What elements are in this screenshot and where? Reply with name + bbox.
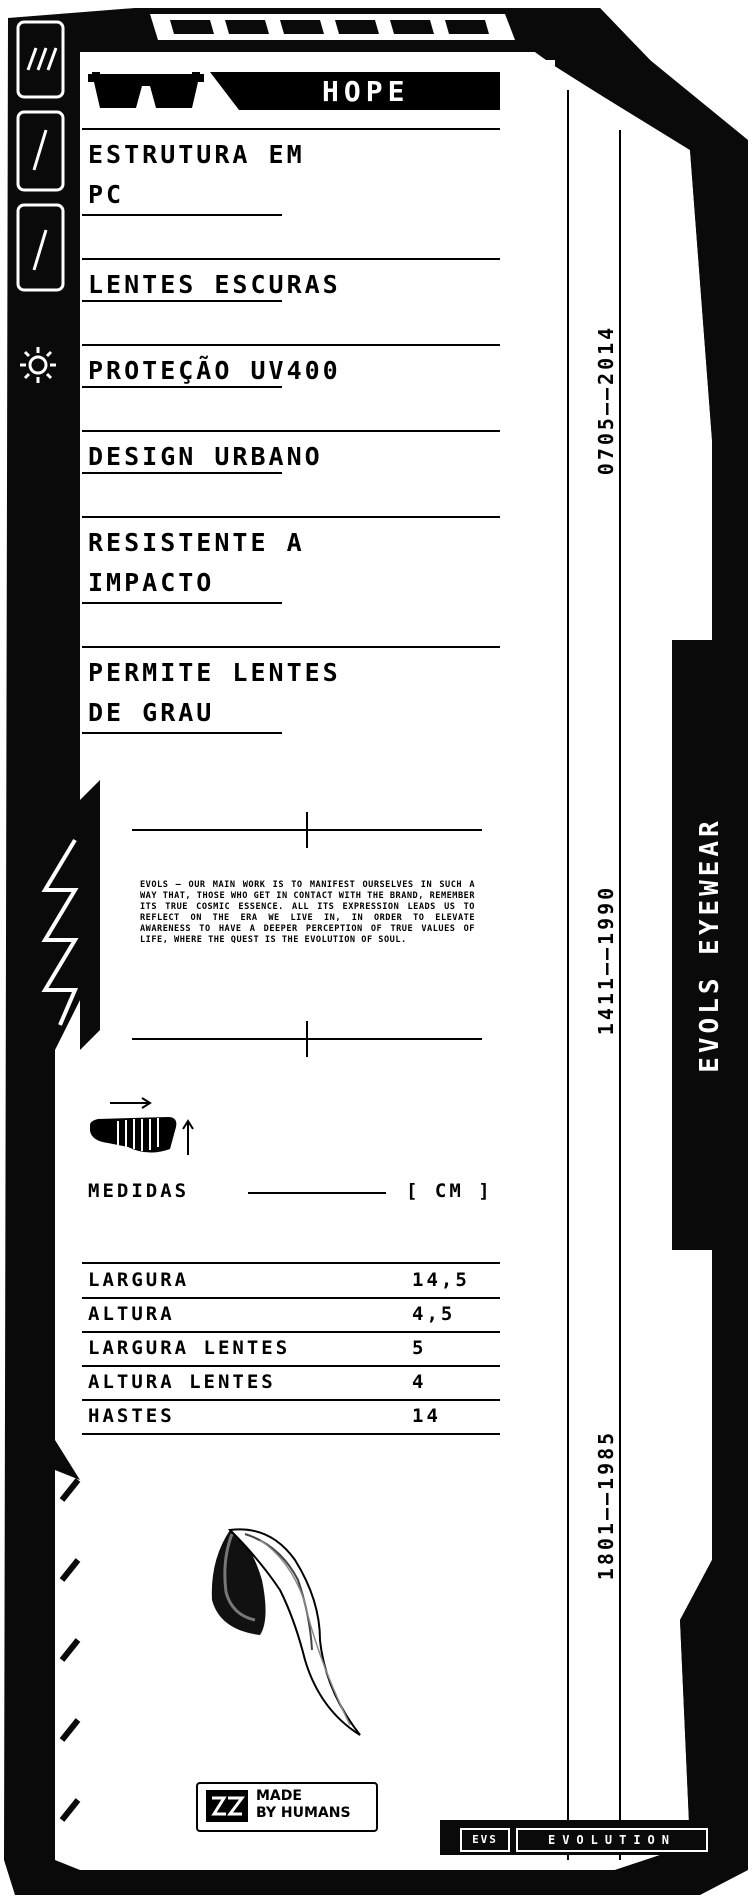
timeline-date-top: 0705——2014	[594, 324, 618, 476]
by-humans-line: BY HUMANS	[256, 1805, 351, 1821]
made-line: MADE	[256, 1788, 302, 1804]
divider	[82, 258, 500, 260]
underline	[82, 732, 282, 734]
spec-row: LARGURA 14,5	[82, 1263, 500, 1299]
side-logo	[35, 830, 85, 1030]
crosshair-tick	[306, 1021, 308, 1057]
crosshair-tick	[306, 812, 308, 848]
measures-rule	[248, 1192, 386, 1194]
underline	[82, 472, 282, 474]
feature-item: ESTRUTURA EM PC	[88, 140, 305, 209]
about-text: EVOLS — OUR MAIN WORK IS TO MANIFEST OURSELVES IN SUCH A WAY THAT, THOSE WHO GET IN CONTACT WITH THE BRAND, REMEMBER ITS TRUE COSMIC ESSENCE. ALL ITS EXPRESSION LEADS US TO REFLECT ON THE ERA WE LIVE IN, IN ORDER TO ELEVATE AWARENESS TO HAVE A DEEPER PERCEPTION OF TRUE VALUES OF LIFE, WHERE THE QUEST IS THE EVOLUTION OF SOUL.	[140, 880, 475, 945]
sun-icon	[18, 345, 58, 385]
underline	[82, 214, 282, 216]
spec-row: ALTURA 4,5	[82, 1297, 500, 1333]
divider	[82, 344, 500, 346]
divider	[82, 516, 500, 518]
divider	[82, 128, 500, 130]
underline	[82, 386, 282, 388]
measure-diagram-icon	[88, 1095, 198, 1165]
divider	[82, 646, 500, 648]
spec-row: LARGURA LENTES 5	[82, 1331, 500, 1367]
divider	[82, 430, 500, 432]
underline	[82, 602, 282, 604]
spec-row: ALTURA LENTES 4	[82, 1365, 500, 1401]
brand-vertical-name: EVOLS EYEWEAR	[695, 817, 725, 1073]
feature-item: PERMITE LENTES DE GRAU	[88, 658, 341, 727]
feature-item: DESIGN URBANO	[88, 442, 323, 471]
feature-item: LENTES ESCURAS	[88, 270, 341, 299]
measures-unit: [ CM ]	[406, 1180, 493, 1202]
hands-icon	[206, 1790, 248, 1822]
timeline-date-middle: 1411——1990	[594, 884, 618, 1036]
timeline-date-bottom: 1801——1985	[594, 1429, 618, 1581]
made-by-humans-badge	[196, 1782, 378, 1832]
underline	[82, 300, 282, 302]
feature-item: PROTEÇÃO UV400	[88, 356, 341, 385]
spec-row: HASTES 14	[82, 1399, 500, 1435]
sunglasses-icon	[86, 68, 206, 114]
evolution-badge: EVOLUTION	[516, 1828, 708, 1852]
sunglasses-side-view-icon	[200, 1520, 380, 1750]
measures-title: MEDIDAS	[88, 1180, 190, 1202]
product-name: HOPE	[322, 75, 410, 108]
evs-badge: EVS	[460, 1828, 510, 1852]
feature-item: RESISTENTE A IMPACTO	[88, 528, 305, 597]
